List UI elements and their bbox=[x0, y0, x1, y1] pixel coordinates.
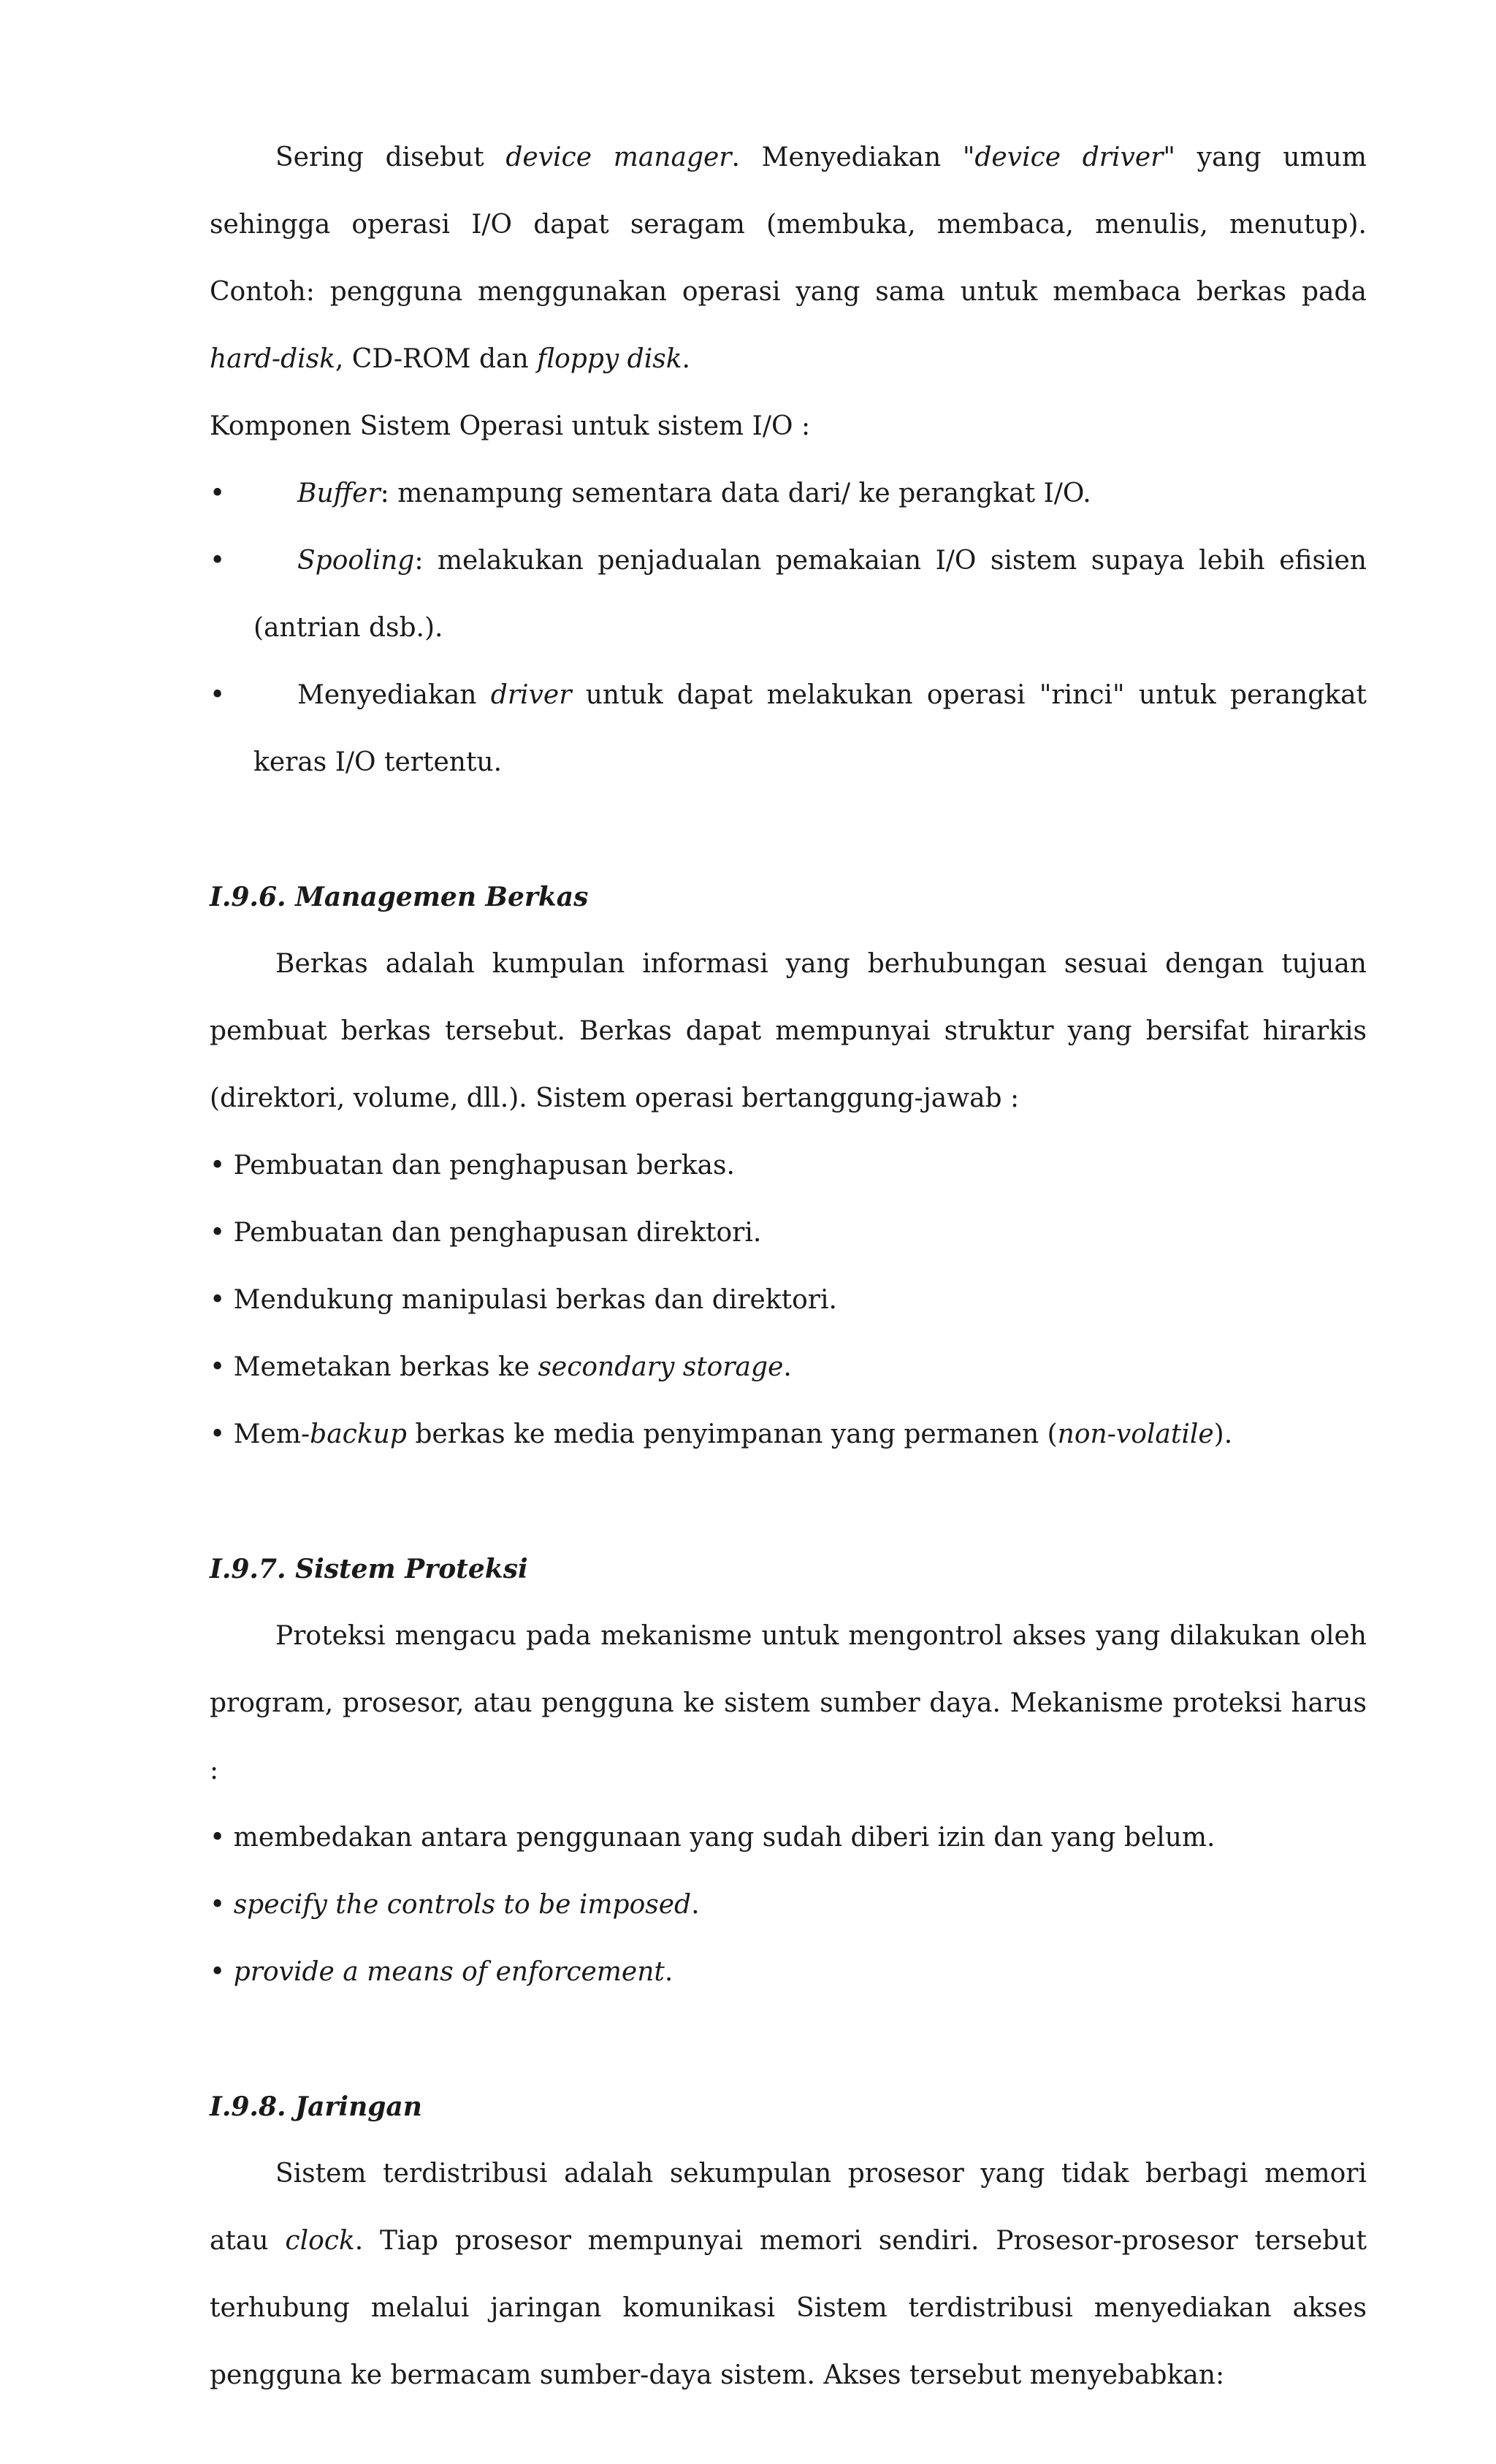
bullet-icon: • bbox=[210, 478, 226, 508]
list-item: • Pembuatan dan penghapusan direktori. bbox=[210, 1218, 762, 1248]
list-item: • Pembuatan dan penghapusan berkas. bbox=[210, 1151, 735, 1180]
list-item bbox=[210, 1401, 1367, 1468]
list-item-buffer bbox=[210, 460, 1367, 527]
italic-term: device driver bbox=[974, 142, 1164, 172]
italic-term: floppy disk bbox=[537, 344, 682, 374]
italic-term: driver bbox=[490, 680, 572, 710]
text-run: ). bbox=[1213, 1419, 1233, 1449]
italic-term: secondary storage bbox=[538, 1352, 784, 1382]
jaringan-paragraph bbox=[210, 2140, 1367, 2409]
text-run: • Memetakan berkas ke bbox=[210, 1352, 538, 1382]
italic-term: Buffer bbox=[297, 478, 381, 508]
bullet-icon: • bbox=[210, 680, 226, 710]
text-run: . bbox=[691, 1890, 700, 1920]
list-item: • membedakan antara penggunaan yang sudah diberi izin dan yang belum. bbox=[210, 1823, 1216, 1853]
text-run: Sistem terdistribusi adalah sekumpulan prosesor yang tidak berbagi memori atau bbox=[210, 2159, 1367, 2256]
italic-term: hard-disk bbox=[210, 344, 335, 374]
text-run: . Menyediakan " bbox=[731, 142, 975, 172]
list-item-text bbox=[253, 460, 1367, 527]
text-run: Sering disebut bbox=[275, 142, 506, 172]
text-run: . bbox=[664, 1957, 673, 1987]
text-run: . Tiap prosesor mempunyai memori sendiri. Prosesor-prosesor tersebut terhubung melalui jaringan komunikasi Sistem terdistribusi menyediakan akses pengguna ke bermacam sumber-daya sistem. Akses tersebut menyebabkan: bbox=[210, 2226, 1367, 2390]
text-run: " yang umum sehingga operasi I/O dapat seragam (membuka, membaca, menulis, menutup). Contoh: pengguna menggunakan operasi yang sama untuk membaca berkas pada bbox=[210, 142, 1367, 307]
section-heading-jaringan: I.9.8. Jaringan bbox=[210, 2091, 422, 2122]
berkas-paragraph: Berkas adalah kumpulan informasi yang berhubungan sesuai dengan tujuan pembuat berkas tersebut. Berkas dapat mempunyai struktur yang bersifat hirarkis (direktori, volume, dll.). Sistem operasi bertanggung-jawab : bbox=[210, 949, 1367, 1113]
text-run: berkas ke media penyimpanan yang permanen ( bbox=[406, 1419, 1058, 1449]
italic-term: clock bbox=[285, 2226, 355, 2256]
list-item-text bbox=[253, 662, 1367, 796]
io-components-intro: Komponen Sistem Operasi untuk sistem I/O : bbox=[210, 411, 811, 441]
text-run: : menampung sementara data dari/ ke perangkat I/O. bbox=[380, 478, 1091, 508]
text-run: . bbox=[682, 344, 690, 374]
text-run: • bbox=[210, 1957, 234, 1987]
list-item bbox=[210, 1334, 1367, 1401]
io-paragraph bbox=[210, 124, 1367, 393]
bullet-icon: • bbox=[210, 546, 226, 576]
list-item: • Mendukung manipulasi berkas dan direktori. bbox=[210, 1285, 837, 1315]
italic-term: provide a means of enforcement bbox=[233, 1957, 665, 1987]
text-run: Menyediakan bbox=[297, 680, 491, 710]
list-item bbox=[210, 1872, 1367, 1939]
text-run: untuk dapat melakukan operasi "rinci" untuk perangkat keras I/O tertentu. bbox=[253, 680, 1367, 777]
text-run: • bbox=[210, 1890, 234, 1920]
list-item bbox=[210, 1939, 1367, 2006]
italic-term: device manager bbox=[505, 142, 732, 172]
list-item-spooling bbox=[210, 527, 1367, 662]
italic-term: Spooling bbox=[297, 546, 415, 576]
section-heading-proteksi: I.9.7. Sistem Proteksi bbox=[210, 1554, 528, 1584]
text-run: • Mem- bbox=[210, 1419, 310, 1449]
list-item-text bbox=[253, 527, 1367, 662]
italic-term: backup bbox=[310, 1419, 407, 1449]
text-run: , CD-ROM dan bbox=[335, 344, 538, 374]
list-item-driver bbox=[210, 662, 1367, 796]
italic-term: non-volatile bbox=[1057, 1419, 1214, 1449]
proteksi-paragraph: Proteksi mengacu pada mekanisme untuk mengontrol akses yang dilakukan oleh program, prosesor, atau pengguna ke sistem sumber daya. Mekanisme proteksi harus : bbox=[210, 1621, 1367, 1785]
section-heading-berkas: I.9.6. Managemen Berkas bbox=[210, 882, 589, 912]
text-run: : melakukan penjadualan pemakaian I/O sistem supaya lebih efisien (antrian dsb.). bbox=[253, 546, 1367, 643]
italic-term: specify the controls to be imposed bbox=[233, 1890, 692, 1920]
document-page bbox=[210, 124, 1367, 2409]
text-run: . bbox=[783, 1352, 792, 1382]
